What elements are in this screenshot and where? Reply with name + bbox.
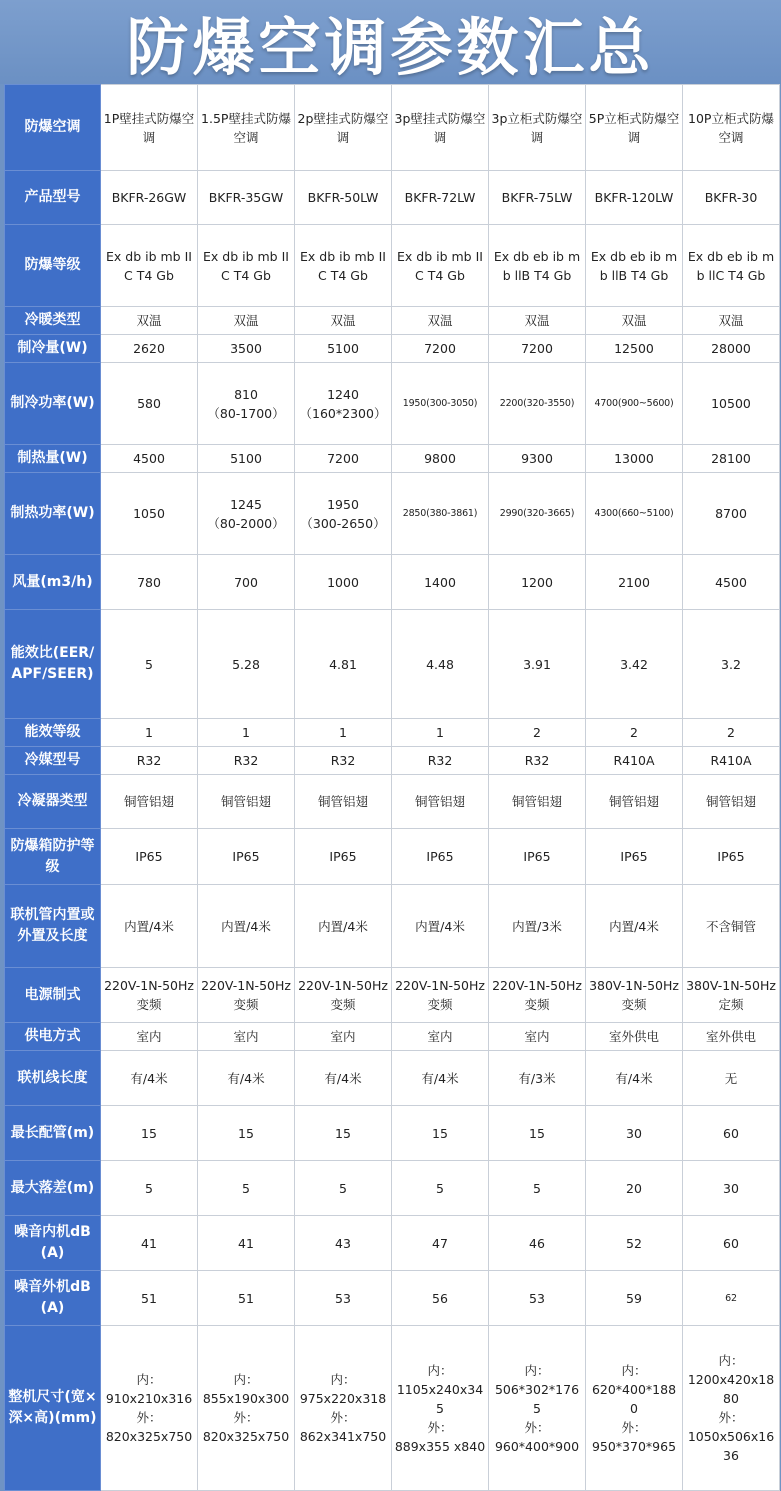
table-cell: 有/4米: [198, 1051, 295, 1106]
table-cell: 1: [101, 719, 198, 747]
table-cell: 43: [295, 1216, 392, 1271]
table-cell: 7200: [295, 445, 392, 473]
table-cell: 2200(320-3550): [489, 363, 586, 445]
table-cell: 10P立柜式防爆空调: [683, 85, 780, 171]
table-cell: BKFR-30: [683, 171, 780, 225]
row-label: 电源制式: [5, 968, 101, 1023]
row-label: 供电方式: [5, 1023, 101, 1051]
table-cell: 铜管铝翅: [586, 775, 683, 829]
table-cell: 220V-1N-50Hz 变频: [101, 968, 198, 1023]
table-cell: 室内: [489, 1023, 586, 1051]
table-cell: 铜管铝翅: [683, 775, 780, 829]
table-cell: 室内: [198, 1023, 295, 1051]
table-cell: 5P立柜式防爆空调: [586, 85, 683, 171]
table-cell: 有/4米: [295, 1051, 392, 1106]
table-cell: 双温: [392, 307, 489, 335]
page-title: 防爆空调参数汇总: [126, 10, 655, 84]
row-label: 防爆空调: [5, 85, 101, 171]
table-cell: 4.48: [392, 610, 489, 719]
table-row: [5, 1271, 780, 1326]
row-label: 整机尺寸(宽×深×高)(mm): [5, 1326, 101, 1491]
table-cell: 内置/3米: [489, 885, 586, 968]
table-cell: 10500: [683, 363, 780, 445]
table-cell: IP65: [295, 829, 392, 885]
table-cell: Ex db eb ib mb llC T4 Gb: [683, 225, 780, 307]
table-row: [5, 85, 780, 171]
table-cell: 铜管铝翅: [198, 775, 295, 829]
table-cell: 15: [489, 1106, 586, 1161]
table-cell: BKFR-75LW: [489, 171, 586, 225]
table-cell: 13000: [586, 445, 683, 473]
table-cell: BKFR-26GW: [101, 171, 198, 225]
table-cell: 15: [198, 1106, 295, 1161]
table-cell: Ex db eb ib mb llB T4 Gb: [586, 225, 683, 307]
table-cell: 1200: [489, 555, 586, 610]
table-cell: 580: [101, 363, 198, 445]
table-cell: 5: [392, 1161, 489, 1216]
table-cell: 4300(660~5100): [586, 473, 683, 555]
table-cell: 3.42: [586, 610, 683, 719]
table-cell: 8700: [683, 473, 780, 555]
table-cell: 室外供电: [683, 1023, 780, 1051]
row-label: 制热功率(W): [5, 473, 101, 555]
table-cell: 1.5P壁挂式防爆空调: [198, 85, 295, 171]
table-cell: 5: [198, 1161, 295, 1216]
row-label: 产品型号: [5, 171, 101, 225]
table-cell: 铜管铝翅: [101, 775, 198, 829]
row-label: 制冷功率(W): [5, 363, 101, 445]
table-cell: 1000: [295, 555, 392, 610]
table-cell: 2p壁挂式防爆空调: [295, 85, 392, 171]
table-cell: 无: [683, 1051, 780, 1106]
table-cell: 380V-1N-50Hz 变频: [586, 968, 683, 1023]
table-cell: 双温: [683, 307, 780, 335]
table-row: [5, 747, 780, 775]
table-cell: 30: [683, 1161, 780, 1216]
table-cell: 双温: [295, 307, 392, 335]
table-cell: 内： 1105x240x345 外： 889x355 x840: [392, 1326, 489, 1491]
table-row: [5, 610, 780, 719]
table-cell: IP65: [489, 829, 586, 885]
table-cell: 室内: [295, 1023, 392, 1051]
table-cell: 7200: [489, 335, 586, 363]
table-cell: 铜管铝翅: [392, 775, 489, 829]
table-cell: 20: [586, 1161, 683, 1216]
table-cell: 有/4米: [586, 1051, 683, 1106]
table-row: [5, 775, 780, 829]
table-cell: 不含铜管: [683, 885, 780, 968]
table-cell: 2: [489, 719, 586, 747]
table-cell: R32: [392, 747, 489, 775]
table-cell: 内置/4米: [295, 885, 392, 968]
table-cell: 3.91: [489, 610, 586, 719]
table-cell: 1240 （160*2300）: [295, 363, 392, 445]
table-cell: 47: [392, 1216, 489, 1271]
table-cell: 3500: [198, 335, 295, 363]
table-cell: 双温: [586, 307, 683, 335]
row-label: 能效比(EER/APF/SEER): [5, 610, 101, 719]
table-row: [5, 171, 780, 225]
table-cell: BKFR-35GW: [198, 171, 295, 225]
table-cell: 5: [101, 1161, 198, 1216]
table-cell: 有/3米: [489, 1051, 586, 1106]
table-cell: R32: [101, 747, 198, 775]
table-cell: IP65: [586, 829, 683, 885]
table-cell: 5.28: [198, 610, 295, 719]
table-cell: R32: [198, 747, 295, 775]
table-cell: 220V-1N-50Hz 变频: [295, 968, 392, 1023]
table-cell: 内置/4米: [586, 885, 683, 968]
table-cell: Ex db ib mb IIC T4 Gb: [392, 225, 489, 307]
table-cell: 28000: [683, 335, 780, 363]
table-cell: R32: [489, 747, 586, 775]
title-banner: [0, 0, 781, 84]
table-cell: 810 （80-1700）: [198, 363, 295, 445]
table-row: [5, 968, 780, 1023]
row-label: 防爆等级: [5, 225, 101, 307]
row-label: 冷凝器类型: [5, 775, 101, 829]
table-cell: 62: [683, 1271, 780, 1326]
table-cell: R32: [295, 747, 392, 775]
table-row: [5, 1216, 780, 1271]
table-cell: 内置/4米: [101, 885, 198, 968]
table-cell: 3p立柜式防爆空调: [489, 85, 586, 171]
table-cell: 7200: [392, 335, 489, 363]
table-cell: 室外供电: [586, 1023, 683, 1051]
table-cell: 53: [489, 1271, 586, 1326]
table-row: [5, 335, 780, 363]
table-cell: 1P壁挂式防爆空调: [101, 85, 198, 171]
table-cell: 59: [586, 1271, 683, 1326]
table-cell: 9300: [489, 445, 586, 473]
table-cell: 3.2: [683, 610, 780, 719]
table-cell: 9800: [392, 445, 489, 473]
table-cell: 30: [586, 1106, 683, 1161]
table-row: [5, 829, 780, 885]
table-cell: 2: [586, 719, 683, 747]
table-row: [5, 225, 780, 307]
table-cell: 内： 910x210x316 外： 820x325x750: [101, 1326, 198, 1491]
table-cell: 52: [586, 1216, 683, 1271]
table-cell: R410A: [683, 747, 780, 775]
table-row: [5, 555, 780, 610]
table-cell: 60: [683, 1106, 780, 1161]
table-cell: 41: [198, 1216, 295, 1271]
table-cell: 700: [198, 555, 295, 610]
table-cell: 220V-1N-50Hz 变频: [489, 968, 586, 1023]
table-cell: 1400: [392, 555, 489, 610]
row-label: 联机管内置或外置及长度: [5, 885, 101, 968]
table-cell: Ex db eb ib mb llB T4 Gb: [489, 225, 586, 307]
table-cell: IP65: [198, 829, 295, 885]
row-label: 联机线长度: [5, 1051, 101, 1106]
table-cell: 室内: [392, 1023, 489, 1051]
row-label: 制热量(W): [5, 445, 101, 473]
table-cell: 5: [295, 1161, 392, 1216]
table-cell: BKFR-120LW: [586, 171, 683, 225]
table-cell: 有/4米: [101, 1051, 198, 1106]
table-cell: 380V-1N-50Hz 定频: [683, 968, 780, 1023]
table-row: [5, 1051, 780, 1106]
table-cell: 1: [198, 719, 295, 747]
table-cell: IP65: [683, 829, 780, 885]
table-cell: 15: [295, 1106, 392, 1161]
row-label: 冷暖类型: [5, 307, 101, 335]
table-cell: 4500: [683, 555, 780, 610]
table-cell: 2: [683, 719, 780, 747]
table-cell: 有/4米: [392, 1051, 489, 1106]
table-cell: 1950 （300-2650）: [295, 473, 392, 555]
table-cell: 4500: [101, 445, 198, 473]
table-cell: 220V-1N-50Hz 变频: [198, 968, 295, 1023]
table-cell: IP65: [101, 829, 198, 885]
table-cell: 5100: [198, 445, 295, 473]
table-cell: 4700(900~5600): [586, 363, 683, 445]
table-cell: 双温: [101, 307, 198, 335]
table-cell: 3p壁挂式防爆空调: [392, 85, 489, 171]
table-cell: 内： 855x190x300 外： 820x325x750: [198, 1326, 295, 1491]
table-row: [5, 719, 780, 747]
row-label: 制冷量(W): [5, 335, 101, 363]
table-cell: 5: [489, 1161, 586, 1216]
table-row: [5, 1326, 780, 1491]
table-row: [5, 1023, 780, 1051]
table-cell: 内： 1200x420x1880 外： 1050x506x1636: [683, 1326, 780, 1491]
table-cell: 780: [101, 555, 198, 610]
table-cell: 53: [295, 1271, 392, 1326]
table-cell: IP65: [392, 829, 489, 885]
table-cell: 1: [392, 719, 489, 747]
table-cell: 内： 506*302*1765 外： 960*400*900: [489, 1326, 586, 1491]
table-cell: 2620: [101, 335, 198, 363]
table-cell: 56: [392, 1271, 489, 1326]
table-cell: 12500: [586, 335, 683, 363]
table-row: [5, 473, 780, 555]
table-cell: 铜管铝翅: [489, 775, 586, 829]
table-cell: 室内: [101, 1023, 198, 1051]
table-row: [5, 445, 780, 473]
table-cell: 15: [392, 1106, 489, 1161]
row-label: 最大落差(m): [5, 1161, 101, 1216]
table-cell: 51: [198, 1271, 295, 1326]
table-cell: Ex db ib mb IIC T4 Gb: [101, 225, 198, 307]
table-cell: Ex db ib mb IIC T4 Gb: [295, 225, 392, 307]
table-cell: 内： 975x220x318 外： 862x341x750: [295, 1326, 392, 1491]
table-cell: 4.81: [295, 610, 392, 719]
table-row: [5, 885, 780, 968]
table-cell: 2100: [586, 555, 683, 610]
row-label: 能效等级: [5, 719, 101, 747]
table-cell: 1245 （80-2000）: [198, 473, 295, 555]
table-cell: 铜管铝翅: [295, 775, 392, 829]
table-cell: 1050: [101, 473, 198, 555]
table-row: [5, 307, 780, 335]
table-cell: 1: [295, 719, 392, 747]
table-cell: 28100: [683, 445, 780, 473]
table-cell: 220V-1N-50Hz 变频: [392, 968, 489, 1023]
table-cell: 1950(300-3050): [392, 363, 489, 445]
row-label: 风量(m3/h): [5, 555, 101, 610]
table-cell: BKFR-72LW: [392, 171, 489, 225]
row-label: 噪音外机dB(A): [5, 1271, 101, 1326]
table-row: [5, 1106, 780, 1161]
table-cell: 46: [489, 1216, 586, 1271]
table-cell: 双温: [489, 307, 586, 335]
table-row: [5, 363, 780, 445]
table-cell: 60: [683, 1216, 780, 1271]
table-cell: 内置/4米: [198, 885, 295, 968]
row-label: 防爆箱防护等级: [5, 829, 101, 885]
table-cell: BKFR-50LW: [295, 171, 392, 225]
table-cell: 2850(380-3861): [392, 473, 489, 555]
row-label: 最长配管(m): [5, 1106, 101, 1161]
row-label: 冷媒型号: [5, 747, 101, 775]
spec-table: [4, 84, 780, 1491]
table-cell: 41: [101, 1216, 198, 1271]
table-cell: 内置/4米: [392, 885, 489, 968]
table-cell: 双温: [198, 307, 295, 335]
table-cell: R410A: [586, 747, 683, 775]
table-cell: 15: [101, 1106, 198, 1161]
table-row: [5, 1161, 780, 1216]
row-label: 噪音内机dB(A): [5, 1216, 101, 1271]
table-cell: 内： 620*400*1880 外： 950*370*965: [586, 1326, 683, 1491]
table-cell: 5100: [295, 335, 392, 363]
table-cell: 51: [101, 1271, 198, 1326]
table-cell: 5: [101, 610, 198, 719]
table-cell: Ex db ib mb IIC T4 Gb: [198, 225, 295, 307]
table-cell: 2990(320-3665): [489, 473, 586, 555]
